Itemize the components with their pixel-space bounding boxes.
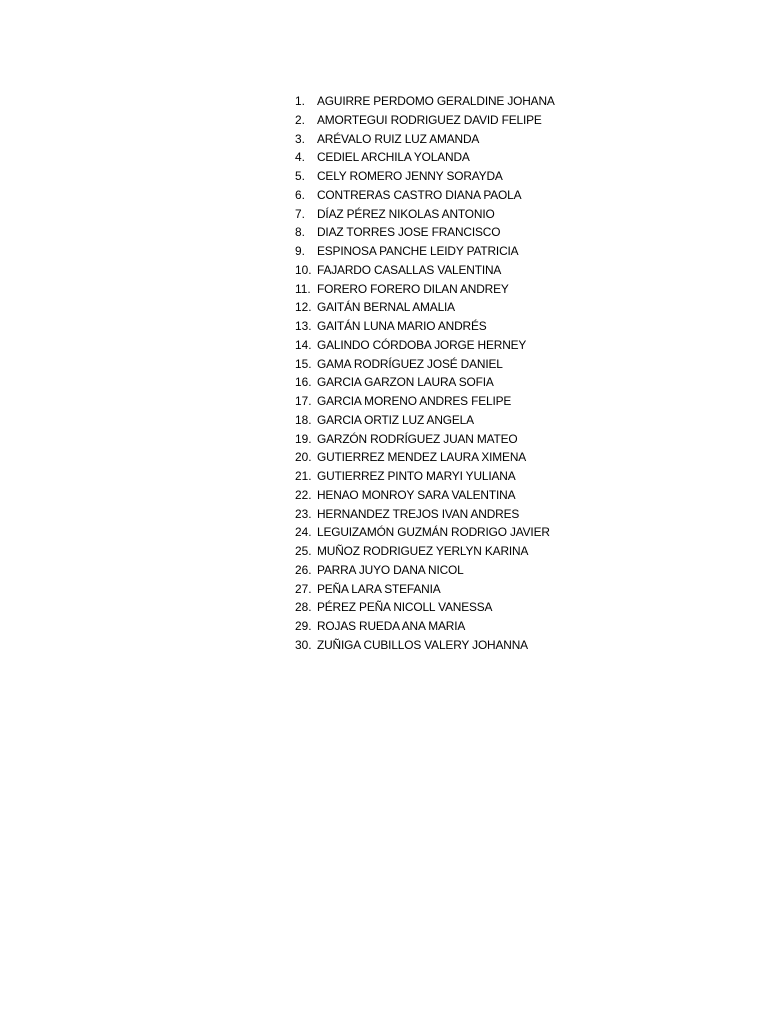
list-item-name: MUÑOZ RODRIGUEZ YERLYN KARINA — [317, 544, 529, 558]
list-item-name: HERNANDEZ TREJOS IVAN ANDRES — [317, 506, 520, 521]
list-item-name: AMORTEGUI RODRIGUEZ DAVID FELIPE — [317, 112, 542, 127]
list-item-name: CEDIEL ARCHILA YOLANDA — [317, 150, 470, 165]
list-item-number: 4. — [295, 150, 305, 165]
list-item-number: 5. — [295, 169, 305, 183]
list-item-name: CELY ROMERO JENNY SORAYDA — [317, 169, 503, 183]
list-item-number: 27. — [295, 581, 312, 596]
list-item-name: DIAZ TORRES JOSE FRANCISCO — [317, 225, 501, 240]
list-item — [286, 505, 586, 524]
list-item-name: LEGUIZAMÓN GUZMÁN RODRIGO JAVIER — [317, 525, 550, 540]
list-item-name: GUTIERREZ PINTO MARYI YULIANA — [317, 469, 516, 483]
list-item — [286, 111, 586, 130]
list-item-name: GAITÁN LUNA MARIO ANDRÉS — [317, 319, 487, 333]
list-item-number: 25. — [295, 544, 312, 558]
list-item-number: 2. — [295, 112, 305, 127]
list-item-number: 21. — [295, 469, 312, 483]
list-item-number: 29. — [295, 619, 312, 633]
list-item-number: 13. — [295, 319, 312, 333]
list-item-number: 3. — [295, 131, 305, 146]
list-item-number: 22. — [295, 487, 312, 502]
list-item-number: 18. — [295, 412, 312, 427]
list-item-number: 16. — [295, 375, 312, 390]
list-item-name: PEÑA LARA STEFANIA — [317, 581, 441, 596]
list-item-name: ESPINOSA PANCHE LEIDY PATRICIA — [317, 244, 519, 258]
list-item — [286, 448, 586, 467]
list-item-name: CONTRERAS CASTRO DIANA PAOLA — [317, 187, 522, 202]
list-item — [286, 617, 586, 636]
list-item-name: DÍAZ PÉREZ NIKOLAS ANTONIO — [317, 206, 495, 221]
list-item-number: 19. — [295, 431, 312, 446]
list-item — [286, 205, 586, 224]
list-item — [286, 261, 586, 280]
list-item — [286, 636, 586, 655]
list-item-number: 26. — [295, 562, 312, 577]
list-item-name: PARRA JUYO DANA NICOL — [317, 562, 464, 577]
list-item-number: 11. — [295, 281, 311, 296]
list-item-name: ZUÑIGA CUBILLOS VALERY JOHANNA — [317, 637, 528, 652]
list-item — [286, 148, 586, 167]
list-item — [286, 411, 586, 430]
list-item-name: FORERO FORERO DILAN ANDREY — [317, 281, 509, 296]
list-item-number: 20. — [295, 450, 312, 465]
list-item-number: 24. — [295, 525, 312, 540]
list-item-number: 30. — [295, 637, 312, 652]
list-item — [286, 430, 586, 449]
list-item — [286, 223, 586, 242]
list-item-name: ARÉVALO RUIZ LUZ AMANDA — [317, 131, 480, 146]
list-item — [286, 542, 586, 561]
list-item-number: 23. — [295, 506, 312, 521]
list-item — [286, 317, 586, 336]
list-item-number: 1. — [295, 94, 305, 108]
list-item — [286, 580, 586, 599]
list-item — [286, 392, 586, 411]
list-item-number: 15. — [295, 356, 312, 371]
list-item — [286, 92, 586, 111]
list-item — [286, 355, 586, 374]
list-item-number: 14. — [295, 337, 312, 352]
list-item-name: GALINDO CÓRDOBA JORGE HERNEY — [317, 337, 527, 352]
list-item-name: ROJAS RUEDA ANA MARIA — [317, 619, 466, 633]
list-item-name: GAITÁN BERNAL AMALIA — [317, 300, 455, 315]
list-item-number: 8. — [295, 225, 305, 240]
list-item — [286, 486, 586, 505]
list-item — [286, 523, 586, 542]
list-item-number: 6. — [295, 187, 305, 202]
list-item-number: 12. — [295, 300, 312, 315]
list-item-name: GAMA RODRÍGUEZ JOSÉ DANIEL — [317, 356, 503, 371]
list-item — [286, 280, 586, 299]
list-item-name: GARCIA GARZON LAURA SOFIA — [317, 375, 494, 390]
list-item-number: 17. — [295, 394, 312, 408]
list-item-name: PÉREZ PEÑA NICOLL VANESSA — [317, 600, 493, 615]
list-item-name: HENAO MONROY SARA VALENTINA — [317, 487, 516, 502]
list-item-name: AGUIRRE PERDOMO GERALDINE JOHANA — [317, 94, 555, 108]
list-item — [286, 373, 586, 392]
list-item — [286, 467, 586, 486]
list-item — [286, 186, 586, 205]
list-item — [286, 242, 586, 261]
list-item-name: GUTIERREZ MENDEZ LAURA XIMENA — [317, 450, 527, 465]
list-item-number: 28. — [295, 600, 312, 615]
list-item — [286, 298, 586, 317]
list-item-number: 9. — [295, 244, 305, 258]
list-item-number: 10. — [295, 262, 312, 277]
list-item-name: GARCIA MORENO ANDRES FELIPE — [317, 394, 512, 408]
list-item — [286, 130, 586, 149]
list-item — [286, 561, 586, 580]
list-item-name: FAJARDO CASALLAS VALENTINA — [317, 262, 502, 277]
list-item — [286, 336, 586, 355]
list-item-number: 7. — [295, 206, 305, 221]
name-list — [286, 92, 586, 655]
list-item-name: GARCIA ORTIZ LUZ ANGELA — [317, 412, 474, 427]
list-item-name: GARZÓN RODRÍGUEZ JUAN MATEO — [317, 431, 518, 446]
list-item — [286, 167, 586, 186]
list-item — [286, 598, 586, 617]
